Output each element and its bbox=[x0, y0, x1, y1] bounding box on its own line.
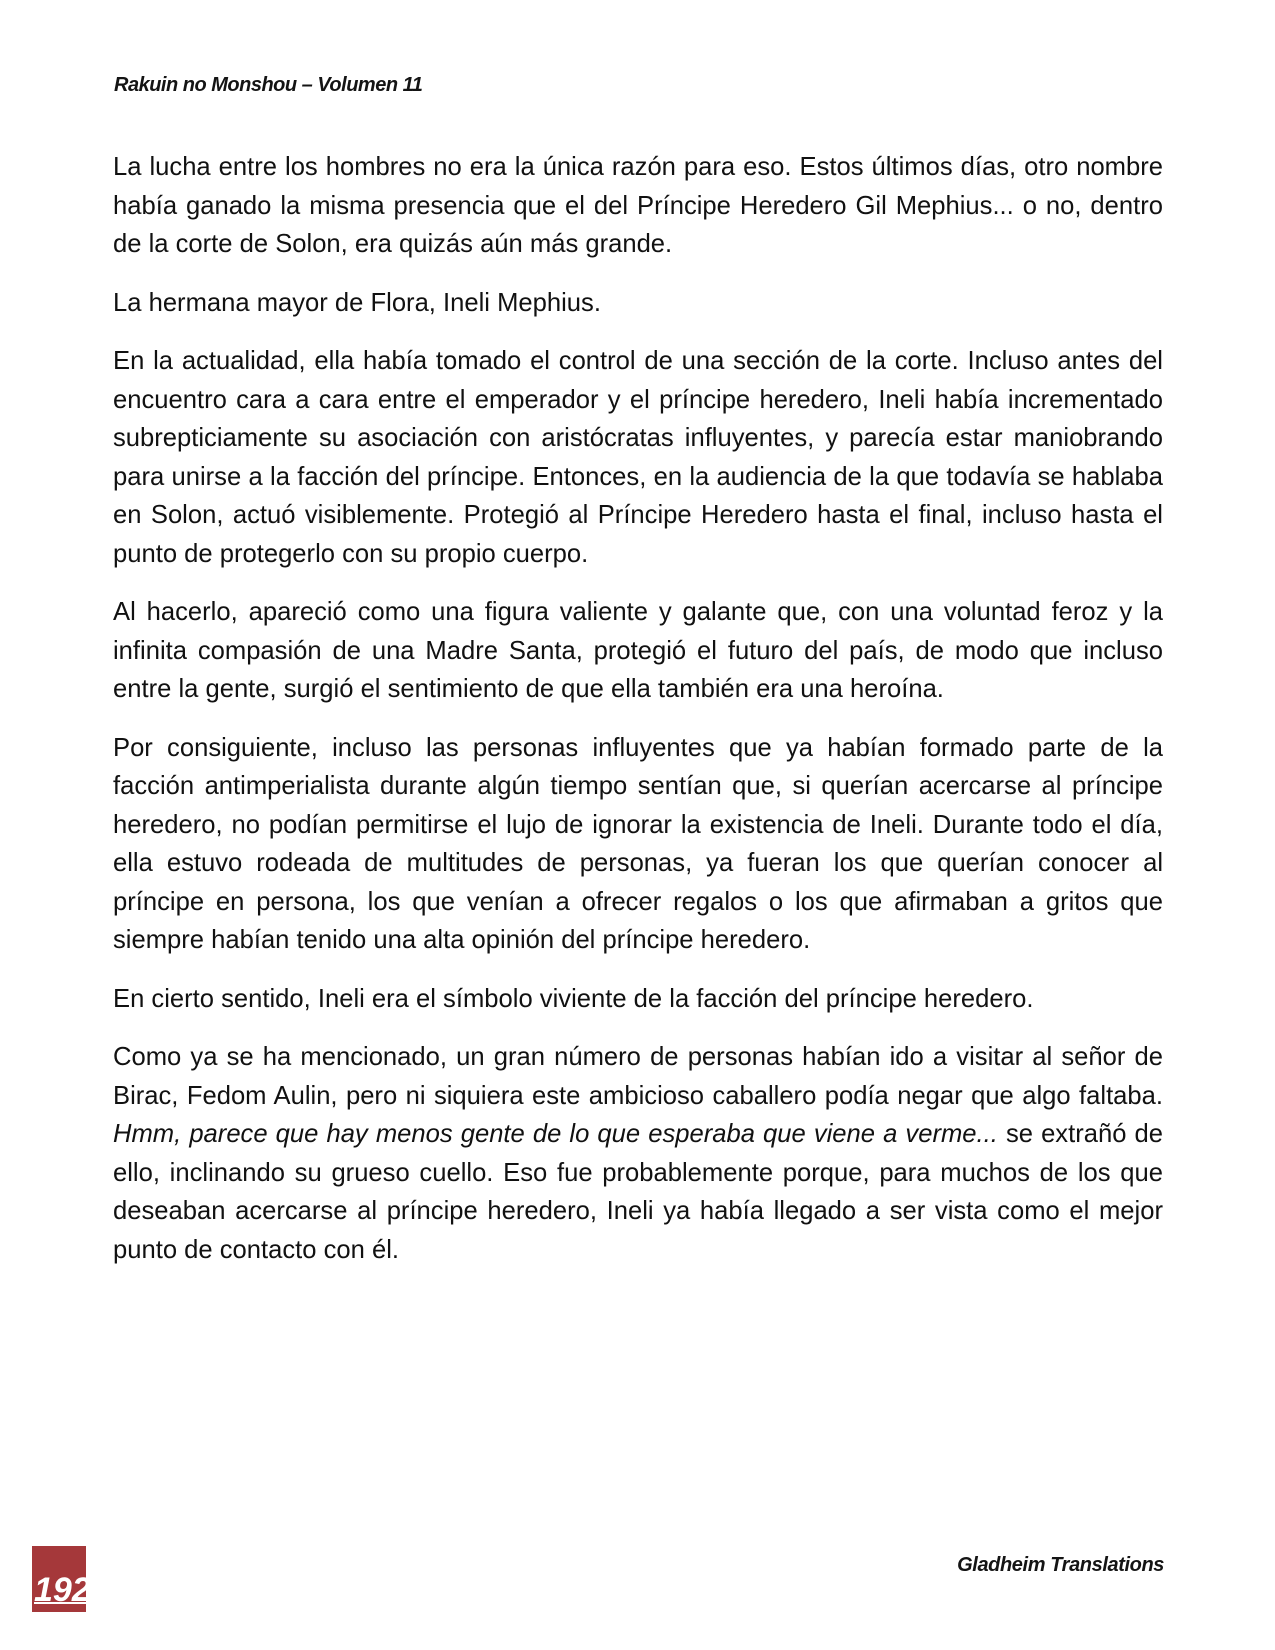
paragraph: En cierto sentido, Ineli era el símbolo viviente de la facción del príncipe heredero. bbox=[113, 984, 1034, 1013]
page-number: 192 bbox=[34, 1571, 91, 1609]
paragraph bbox=[113, 1038, 1163, 1269]
paragraph-text: se extrañó de ello, inclinando su grueso cuello. Eso fue probablemente porque, para muchos de los que deseaban acercarse al príncipe heredero, Ineli ya había llegado a ser vista como el mejor punto de contacto con él. bbox=[113, 1120, 1163, 1264]
paragraph: En la actualidad, ella había tomado el control de una sección de la corte. Incluso antes del encuentro cara a cara entre el emperador y el príncipe heredero, Ineli había incrementado subrepticiamente su asociación con aristócratas influyentes, y parecía estar maniobrando para unirse a la facción del príncipe. Entonces, en la audiencia de la que todavía se hablaba en Solon, actuó visiblemente. Protegió al Príncipe Heredero hasta el final, incluso hasta el punto de protegerlo con su propio cuerpo. bbox=[113, 347, 1163, 568]
italic-thought: Hmm, parece que hay menos gente de lo que esperaba que viene a verme... bbox=[113, 1120, 998, 1148]
translator-credit: Gladheim Translations bbox=[957, 1554, 1164, 1576]
paragraph: Por consiguiente, incluso las personas influyentes que ya habían formado parte de la facción antimperialista durante algún tiempo sentían que, si querían acercarse al príncipe heredero, no podían permitirse el lujo de ignorar la existencia de Ineli. Durante todo el día, ella estuvo rodeada de multitudes de personas, ya fueran los que querían conocer al príncipe en persona, los que venían a ofrecer regalos o los que afirmaban a gritos que siempre habían tenido una alta opinión del príncipe heredero. bbox=[113, 733, 1163, 954]
running-header: Rakuin no Monshou – Volumen 11 bbox=[114, 74, 423, 96]
paragraph: La hermana mayor de Flora, Ineli Mephius. bbox=[113, 288, 601, 317]
paragraph: La lucha entre los hombres no era la única razón para eso. Estos últimos días, otro nombre había ganado la misma presencia que el del Príncipe Heredero Gil Mephius... o no, dentro de la corte de Solon, era quizás aún más grande. bbox=[113, 153, 1163, 258]
chapter-body bbox=[113, 148, 1163, 1289]
paragraph: Al hacerlo, apareció como una figura valiente y galante que, con una voluntad feroz y la infinita compasión de una Madre Santa, protegió el futuro del país, de modo que incluso entre la gente, surgió el sentimiento de que ella también era una heroína. bbox=[113, 598, 1163, 703]
paragraph-text: Como ya se ha mencionado, un gran número de personas habían ido a visitar al señor de Birac, Fedom Aulin, pero ni siquiera este ambicioso caballero podía negar que algo faltaba. bbox=[113, 1043, 1163, 1110]
